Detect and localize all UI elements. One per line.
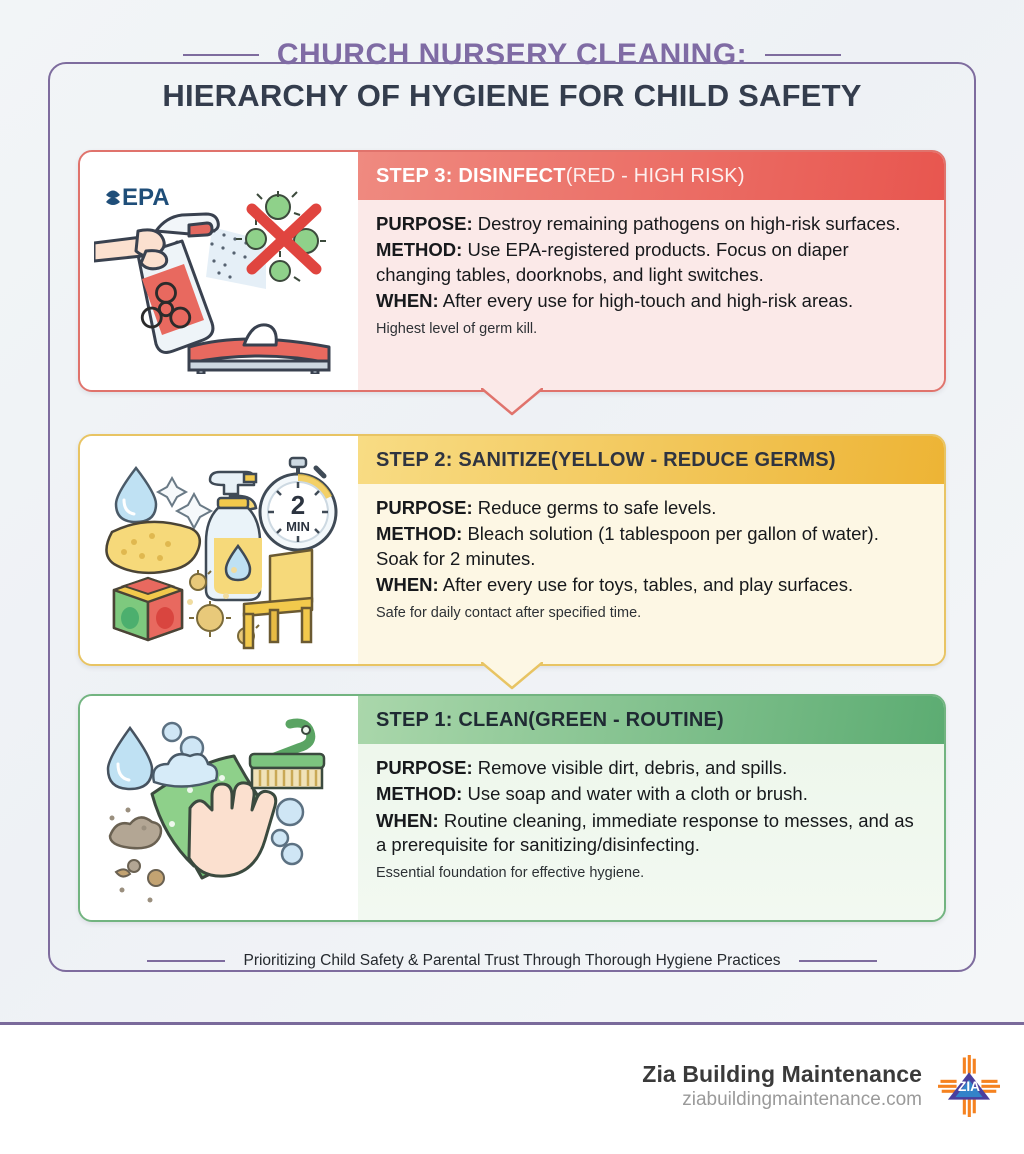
disinfect-header-strong: STEP 3: DISINFECT [376, 164, 566, 187]
clean-purpose-label: PURPOSE: [376, 757, 473, 778]
clean-when-line [376, 809, 922, 858]
sanitize-card-body [358, 484, 944, 664]
connector-notch-yellow [481, 662, 543, 692]
step-card-sanitize[interactable] [78, 434, 946, 666]
step-card-clean[interactable] [78, 694, 946, 922]
brand-name: Zia Building Maintenance [642, 1061, 922, 1087]
clean-card-content [358, 696, 944, 920]
timer-unit: MIN [286, 519, 310, 534]
stopwatch-timer [260, 458, 336, 550]
sanitize-when-line [376, 573, 922, 597]
clean-card-body [358, 744, 944, 920]
spray-bottle [206, 472, 262, 600]
disinfect-illustration-svg [94, 169, 344, 374]
clean-header-soft: (GREEN - ROUTINE) [528, 708, 724, 731]
disinfect-card-content [358, 152, 944, 390]
sanitize-purpose-line [376, 496, 922, 520]
tagline-text: Prioritizing Child Safety & Parental Trust Through Thorough Hygiene Practices [243, 952, 781, 969]
zia-logo-text: ZIA [958, 1078, 980, 1094]
brand-url[interactable]: ziabuildingmaintenance.com [682, 1089, 922, 1110]
clean-method-label: METHOD: [376, 783, 463, 805]
soap-foam [153, 754, 217, 786]
brand-text-block [642, 1061, 922, 1111]
disinfect-method-text: Use EPA-registered products. Focus on diaper changing tables, doorknobs, and light switches. [376, 239, 849, 285]
disinfect-purpose-text: Destroy remaining pathogens on high-risk surfaces. [472, 213, 901, 234]
title-line-2: HIERARCHY OF HYGIENE FOR CHILD SAFETY [162, 78, 862, 113]
disinfect-purpose-line [376, 212, 922, 236]
disinfect-method-label: METHOD: [376, 239, 463, 261]
sanitize-illustration-svg [94, 450, 344, 650]
title-rule-right [765, 54, 841, 56]
sanitize-method-line [376, 522, 922, 571]
section-divider [0, 1022, 1024, 1025]
disinfect-when-line [376, 289, 922, 313]
title-rule-left [183, 54, 259, 56]
clean-when-text: Routine cleaning, immediate response to messes, and as a prerequisite for sanitizing/disinfecting. [376, 809, 914, 856]
sparkle-icon [158, 478, 211, 528]
sanitize-card-header [358, 436, 944, 484]
disinfect-purpose-label: PURPOSE: [376, 213, 473, 234]
sanitize-when-text: After every use for toys, tables, and play surfaces. [438, 574, 854, 596]
disinfect-method-line [376, 238, 922, 287]
sanitize-purpose-text: Reduce germs to safe levels. [472, 497, 717, 518]
epa-logo [106, 184, 170, 211]
svg-text:EPA: EPA [122, 183, 170, 211]
sanitize-card-content [358, 436, 944, 664]
disinfect-when-label: WHEN: [376, 290, 439, 312]
sanitize-purpose-label: PURPOSE: [376, 497, 473, 518]
water-drop [108, 728, 152, 789]
dirt-debris [110, 808, 165, 903]
water-drop [116, 468, 156, 522]
footer-tagline [48, 952, 976, 970]
clean-purpose-line [376, 756, 922, 780]
clean-method-text: Use soap and water with a cloth or brush. [462, 783, 808, 805]
sanitize-method-text: Bleach solution (1 tablespoon per gallon of water). Soak for 2 minutes. [376, 523, 879, 569]
scrub-brush [250, 723, 324, 788]
sanitize-when-label: WHEN: [376, 574, 439, 596]
clean-header-strong: STEP 1: CLEAN [376, 708, 529, 731]
disinfect-spray-illustration [80, 152, 358, 390]
tagline-rule-right [799, 960, 877, 962]
page-title [48, 38, 976, 114]
clean-illustration-svg [94, 708, 344, 908]
clean-note: Essential foundation for effective hygiene. [376, 864, 645, 881]
disinfect-card-header [358, 152, 944, 200]
brand-footer[interactable] [642, 1055, 1000, 1117]
disinfect-note: Highest level of germ kill. [376, 320, 538, 337]
sanitize-header-soft: (YELLOW - REDUCE GERMS) [551, 448, 836, 471]
disinfect-when-text: After every use for high-touch and high-risk areas. [438, 290, 854, 312]
clean-card-header [358, 696, 944, 744]
clean-purpose-text: Remove visible dirt, debris, and spills. [472, 757, 788, 778]
connector-notch-red [481, 388, 543, 418]
clean-wiping-illustration [80, 696, 358, 920]
timer-value: 2 [290, 490, 306, 520]
tagline-rule-left [147, 960, 225, 962]
step-card-disinfect[interactable] [78, 150, 946, 392]
sanitize-note: Safe for daily contact after specified time. [376, 604, 642, 621]
clean-method-line [376, 782, 922, 806]
spray-bottle [94, 214, 218, 352]
clean-when-label: WHEN: [376, 809, 439, 831]
disinfect-card-body [358, 200, 944, 390]
disinfect-header-soft: (RED - HIGH RISK) [565, 164, 745, 187]
toy-block [114, 578, 182, 640]
zia-sun-logo [938, 1055, 1000, 1117]
sanitize-header-strong: STEP 2: SANITIZE [376, 448, 552, 471]
sanitize-method-label: METHOD: [376, 523, 463, 545]
title-line-1: CHURCH NURSERY CLEANING: [276, 38, 748, 71]
sponge [106, 522, 199, 573]
sanitize-supplies-illustration [80, 436, 358, 664]
